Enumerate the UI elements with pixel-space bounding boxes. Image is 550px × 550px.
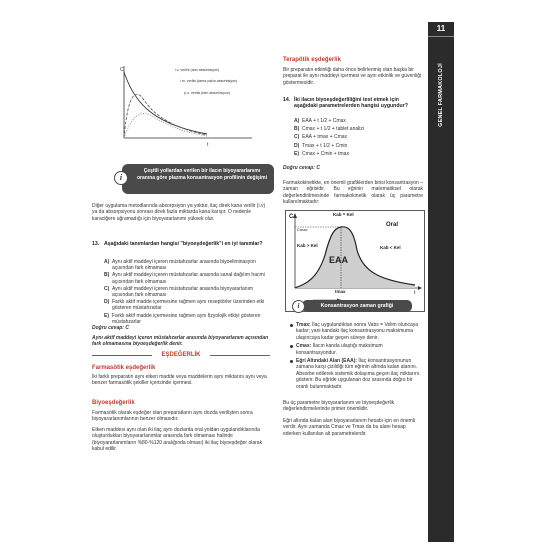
bullet-dot [290, 345, 293, 348]
page-number: 11 [428, 22, 454, 37]
q13-option-c[interactable] [104, 286, 270, 298]
section-label: GENEL FARMAKOLOJİ [438, 63, 444, 127]
option-key: A) [104, 259, 110, 265]
q13-answer: Doğru cevap: C [92, 325, 129, 331]
q13-text: Aşağıdaki tanımlardan hangisi "biyoeşdeğerlik"i en iyi tanımlar? [104, 241, 263, 247]
chart2-tmax-label: tmax [335, 289, 346, 294]
farm-title: Farmasötik eşdeğerlik [92, 365, 156, 371]
bullet-term: Eğri Altındaki Alan (EAA): [296, 358, 358, 365]
bullet-text: İlacın kanda ulaştığı maksimum konsantrasyondur. [296, 343, 383, 356]
curve-label-po: p.o. verilis (tam absorbsiyon) [184, 91, 230, 95]
q13-option-e[interactable] [104, 313, 270, 325]
figure-caption: Çeşitli yollardan verilen bir ilacın biyoyararlanımı oranına göre plazma konsantrasyon profilinin değişimi [136, 168, 268, 181]
paragraph-absorption: Diğer uygulama metodlarında absorpsiyon ya yoktur, ilaç direk kana verilir (i.v) ya da absorpsiyonu sonrası direk fazla miktarda kana karışır. O nedenle karaciğere uğramadığı için biyoyararlanımı yüksek olur. [92, 203, 266, 222]
bullet-dot [290, 360, 293, 363]
bioavailability-chart [112, 62, 262, 152]
paragraph-eaa: Eğri altında kalan alan biyoyararlanım hesabı için en önemli verdir. Aynı zamanda Cmax ve Tmax da bu alanı hesap ederken kullanılan alt parametrelerdir. [283, 418, 416, 437]
option-text: Aynı aktif maddeyi içeren müstahzarlar arasında biyoyararlanım açısından fark olmaması [112, 285, 254, 299]
option-key: A) [294, 118, 300, 124]
paragraph-pk: Farmakokinetikte, en önemli grafiklerden birisi konsantrasyon – zaman eğrisidir. Bu eğrinin matematiksel olarak değerlendirilmesinde farmakokinetik olarak üç parametre kullanılmaktadır: [283, 180, 423, 206]
bullet-term: Cmax: [296, 343, 312, 350]
q13-number: 13. [92, 241, 100, 247]
q14-option-e[interactable] [294, 151, 424, 157]
bio-text-2: Etken maddesi aynı olan iki ilaç aynı dozlarda oral yoldan uygulandıklarında oluşturdukları biyoyararlanımlar arasında fark olmaması halinde (biyoyararlanımların %80-%120 aralığında olması) iki ilaç biyoeşdeğer olarak kabul edilir. [92, 427, 263, 453]
option-text: EAA + t 1/2 + Cmax [302, 118, 346, 124]
q14-text: İki ilacın biyoeşdeğerliliğini test etmek için aşağıdaki parametrelerden hangisi uygundur? [294, 97, 408, 110]
option-key: E) [294, 150, 299, 157]
option-text: Farklı aktif madde içermesine rağmen aynı fizyolojik etkiyi gösteren müstahzarlar [112, 312, 261, 325]
option-key: B) [104, 272, 110, 279]
ter-text: Bir preparatın etkinliği daha önce belirlenmiş olan başka bir preparat ile aynı maddeyi içermesi ve aynı etkinlik ve güvenliği göstermesidir. [283, 67, 422, 86]
chart2-kab-top: Kab = Kel [333, 212, 354, 217]
q13-explanation: Aynı aktif maddeyi içeren müstahzarlar arasında biyoyararlanım açısından fark olmamasına biyoeşdeğerlik denir. [92, 335, 269, 348]
q14-number: 14. [283, 97, 291, 103]
chart2-x-label: t [414, 290, 416, 296]
info-icon: i [114, 171, 128, 185]
figure2-caption: Konsantrasyon zaman grafiği [320, 303, 394, 309]
bullet-text: İlaç uygulandıktan sonra Vabs = Velim oluncaya kadar; yani kandaki ilaç konsantrasyonu maksimuma ulaşıncaya kadar geçen süreye denir. [296, 322, 419, 341]
chart2-oral-label: Oral [386, 222, 399, 228]
option-key: C) [294, 134, 300, 141]
q14-option-b[interactable] [294, 126, 424, 132]
bullet-term: Tmax: [296, 322, 311, 328]
farm-text: İki farklı preparatın aynı etken madde veya maddelerin aynı miktarını aynı veya benzer farmasötik şekiller içerisinde içermesi. [92, 374, 267, 387]
option-text: Cmax + t 1/2 + tablet analizi [302, 126, 364, 133]
bio-title: Biyoeşdeğerlik [92, 400, 135, 406]
section-rule-right [210, 355, 270, 356]
q13-options [104, 259, 270, 326]
q14-option-d[interactable] [294, 143, 424, 149]
option-text: EAA + tmax + Cmax [302, 134, 348, 141]
q13-option-b[interactable] [104, 272, 270, 284]
ter-title: Terapötik eşdeğerlik [283, 57, 341, 63]
curve-label-iv: i.v. verilis (tam absorbsiyon) [175, 68, 220, 72]
q13-option-a[interactable] [104, 259, 270, 271]
option-text: Aynı aktif maddeyi içeren müstahzarlar arasında sanal dağılım hacmi açısından fark olmaması [112, 272, 265, 285]
section-title: EŞDEĞERLİK [161, 352, 201, 358]
chart2-y-label: C [289, 214, 294, 220]
option-text: Cmax + Cmin + tmax [302, 150, 349, 157]
q14-answer: Doğru cevap: C [283, 165, 320, 171]
chart2-kab-right: Kab < Kel [380, 245, 401, 250]
q13-option-d[interactable] [104, 299, 270, 311]
chart2-eaa-label: EAA [329, 255, 349, 265]
bullet-cmax [290, 343, 424, 356]
info-icon: i [292, 300, 305, 313]
chart-x-label: t [207, 142, 209, 148]
chart2-cmax-label: Cmax [297, 227, 308, 232]
curve-label-im: i.m. verilis (tama yakın absorbsiyon) [180, 79, 238, 83]
q14-option-c[interactable] [294, 134, 424, 140]
option-text: Farklı aktif madde içermesine rağmen aynı reseptörler üzerinden etki gösteren müstahzarlar [112, 299, 265, 312]
option-key: C) [104, 285, 110, 292]
q14-option-a[interactable] [294, 118, 424, 124]
option-key: B) [294, 126, 300, 133]
bullet-dot [290, 324, 293, 327]
option-key: D) [104, 299, 110, 306]
bullet-list [290, 322, 424, 392]
bullet-text: İlaç konsantrasyonunun zamana karşı çizildiği tüm eğrinin altında kalan alanını. Absorbe edilerek sistemik dolaşıma geçen ilaç miktarını gösterir. Bu eğride uygulanan doz arasında doğru bir oranlı bulunmaktadır. [296, 358, 420, 390]
bullet-tmax [290, 322, 424, 341]
chart-y-label: C [120, 67, 124, 73]
paragraph-params: Bu üç parametre biyoyararlanım ve biyoeşdeğerlik değerlendirmelerinde primer önemlidir. [283, 400, 395, 413]
q14-options [294, 118, 424, 159]
bullet-eaa [290, 358, 424, 390]
option-text: Tmax + t 1/2 + Cmin [302, 142, 348, 149]
option-key: E) [104, 312, 109, 319]
option-key: D) [294, 142, 300, 149]
option-text: Aynı aktif maddeyi içeren müstahzarlar arasında biyoeliminasyon açısından fark olmaması [112, 259, 256, 272]
bio-text-1: Farmasötik olarak eşdeğer olan preparatların aynı dozda verilişten sonra biyoyararlanımlarının benzer olmasıdır. [92, 410, 253, 423]
concentration-time-chart [285, 210, 425, 312]
chart2-kab-left: Kab > Kel [297, 243, 318, 248]
section-rule-left [92, 355, 152, 356]
